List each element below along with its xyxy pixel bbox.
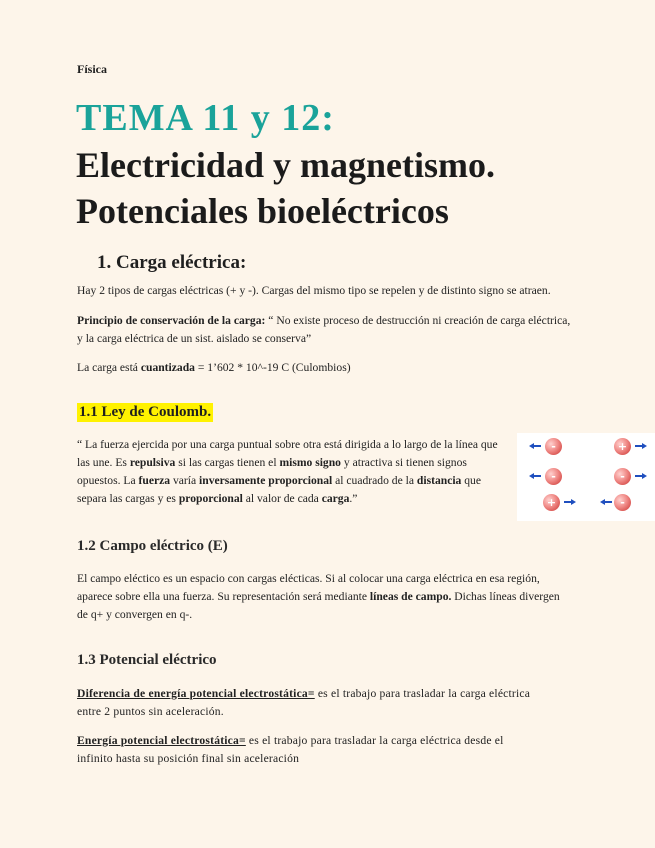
- definition-text-cont: entre 2 puntos sin aceleración.: [77, 705, 224, 718]
- coulomb-text: separa las cargas y es: [77, 492, 179, 505]
- coulomb-text: que: [461, 474, 481, 487]
- coulomb-line-1: “ La fuerza ejercida por una carga puntual sobre otra está dirigida a lo largo de la línea que: [77, 438, 498, 451]
- arrow-left-icon: [600, 499, 612, 505]
- arrow-right-icon: [564, 499, 576, 505]
- charge-icon: -: [545, 438, 562, 455]
- charge-icon: -: [614, 468, 631, 485]
- coulomb-text: al cuadrado de la: [332, 474, 417, 487]
- conservation-principle: [77, 312, 570, 348]
- title-line-3: Potenciales bioeléctricos: [76, 191, 449, 231]
- coulomb-paragraph: [77, 436, 517, 508]
- arrow-right-icon: [635, 443, 647, 449]
- subject-label: Física: [77, 62, 107, 76]
- section-title: Carga eléctrica:: [116, 252, 247, 273]
- potential-energy-definition: [77, 732, 504, 768]
- coulomb-text: .”: [349, 492, 358, 505]
- title-line-2: Electricidad y magnetismo.: [76, 145, 495, 185]
- section-1-heading: [97, 252, 246, 274]
- arrow-right-icon: [635, 473, 647, 479]
- coulomb-text: las une. Es: [77, 456, 130, 469]
- definition-text: es el trabajo para trasladar la carga eléctrica: [314, 687, 531, 700]
- coulomb-text: al valor de cada: [242, 492, 322, 505]
- coulomb-text: y atractiva si tienen signos: [340, 456, 467, 469]
- charge-icon: -: [614, 494, 631, 511]
- definition-text-cont: infinito hasta su posición final sin aceleración: [77, 752, 300, 765]
- principle-text: “ No existe proceso de destrucción ni creación de carga eléctrica,: [265, 314, 571, 327]
- charge-icon: +: [543, 494, 560, 511]
- coulomb-text: si las cargas tienen el: [175, 456, 280, 469]
- field-line-2: aparece sobre ella una fuerza. Su representación será mediante: [77, 590, 370, 603]
- charge-icon: +: [614, 438, 631, 455]
- coulomb-bold: proporcional: [178, 492, 243, 505]
- coulomb-bold: fuerza: [138, 474, 171, 487]
- coulomb-bold: distancia: [416, 474, 462, 487]
- principle-label: Principio de conservación de la carga:: [77, 314, 266, 327]
- electric-field-heading: 1.2 Campo eléctrico (E): [77, 538, 228, 554]
- quantization-paragraph: [77, 359, 351, 377]
- coulomb-bold: carga: [321, 492, 350, 505]
- title-topic: TEMA 11 y 12:: [76, 97, 335, 139]
- quant-value: = 1’602 * 10^-19 C (Culombios): [194, 361, 351, 374]
- charge-types-paragraph: Hay 2 tipos de cargas eléctricas (+ y -). Cargas del mismo tipo se repelen y de distinto signo se atraen.: [77, 284, 551, 297]
- coulomb-bold: mismo signo: [279, 456, 341, 469]
- coulomb-heading: 1.1 Ley de Coulomb.: [79, 404, 212, 420]
- section-number: 1.: [97, 252, 112, 273]
- potential-difference-definition: [77, 685, 530, 721]
- definition-term: Diferencia de energía potencial electrostática=: [77, 687, 315, 700]
- definition-text: es el trabajo para trasladar la carga eléctrica desde el: [245, 734, 504, 747]
- quant-text: La carga está: [77, 361, 141, 374]
- field-bold: líneas de campo.: [369, 590, 452, 603]
- electric-field-paragraph: [77, 570, 560, 624]
- field-line-2-cont: Dichas líneas divergen: [451, 590, 560, 603]
- coulomb-bold: inversamente proporcional: [199, 474, 333, 487]
- arrow-left-icon: [529, 473, 541, 479]
- electric-potential-heading: 1.3 Potencial eléctrico: [77, 652, 217, 668]
- charges-force-diagram: [517, 433, 655, 521]
- coulomb-bold: repulsiva: [129, 456, 176, 469]
- coulomb-text: opuestos. La: [77, 474, 139, 487]
- arrow-left-icon: [529, 443, 541, 449]
- quant-bold: cuantizada: [140, 361, 195, 374]
- coulomb-text: varía: [170, 474, 200, 487]
- charge-icon: -: [545, 468, 562, 485]
- field-line-3: de q+ y convergen en q-.: [77, 608, 193, 621]
- field-line-1: El campo eléctico es un espacio con cargas elécticas. Si al colocar una carga eléctrica en esa región,: [77, 572, 540, 585]
- definition-term: Energía potencial electrostática=: [77, 734, 246, 747]
- principle-text-cont: y la carga eléctrica de un sist. aislado se conserva”: [77, 332, 312, 345]
